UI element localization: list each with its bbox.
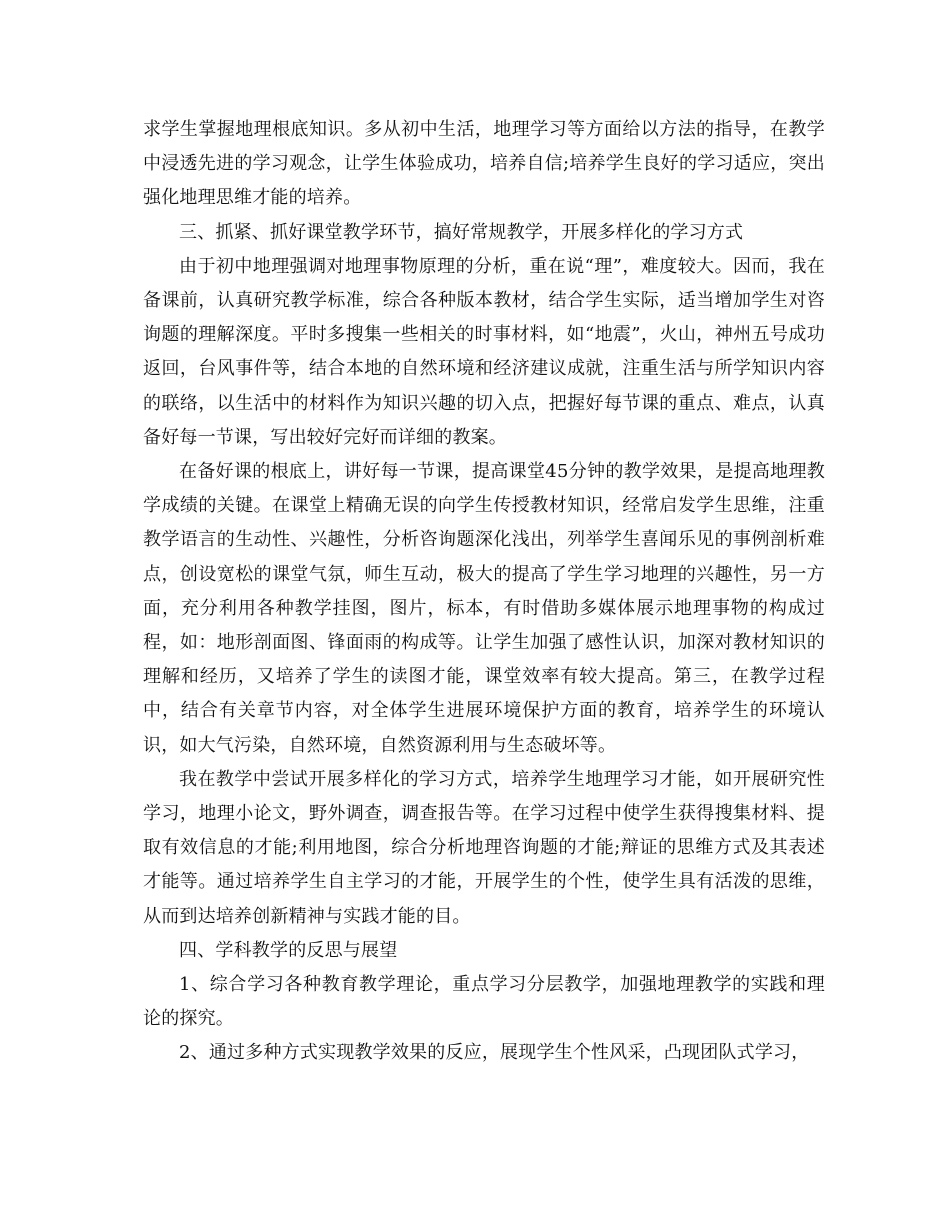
section-heading-4: 四、学科教学的反思与展望 — [179, 939, 398, 961]
document-body — [143, 113, 825, 1071]
list-item-1: 1、综合学习各种教育教学理论，重点学习分层教学，加强地理教学的实践和理论的探究。 — [143, 974, 825, 1030]
list-item-2: 2、通过多种方式实现教学效果的反应，展现学生个性风采，凸现团队式学习， — [179, 1042, 810, 1064]
section-heading-3: 三、抓紧、抓好课堂教学环节，搞好常规教学，开展多样化的学习方式 — [179, 221, 744, 243]
paragraph-continuation: 求学生掌握地理根底知识。多从初中生活，地理学习等方面给以方法的指导，在教学中浸透先进的学习观念，让学生体验成功，培养自信;培养学生良好的学习适应，突出强化地理思维才能的培养。 — [143, 119, 825, 209]
paragraph-learning-methods: 我在教学中尝试开展多样化的学习方式，培养学生地理学习才能，如开展研究性学习，地理小论文，野外调查，调查报告等。在学习过程中使学生获得搜集材料、提取有效信息的才能;利用地图，综合分析地理咨询题的才能;辩证的思维方式及其表述才能等。通过培养学生自主学习的才能，开展学生的个性，使学生具有活泼的思维，从而到达培养创新精神与实践才能的目。 — [143, 768, 825, 927]
paragraph-lesson-preparation: 由于初中地理强调对地理事物原理的分析，重在说“理”，难度较大。因而，我在备课前，认真研究教学标准，综合各种版本教材，结合学生实际，适当增加学生对咨询题的理解深度。平时多搜集一些相关的时事材料，如“地震”，火山，神州五号成功返回，台风事件等，结合本地的自然环境和经济建议成就，注重生活与所学知识内容的联络，以生活中的材料作为知识兴趣的切入点，把握好每节课的重点、难点，认真备好每一节课，写出较好完好而详细的教案。 — [143, 255, 825, 448]
paragraph-classroom-teaching: 在备好课的根底上，讲好每一节课，提高课堂45分钟的教学效果，是提高地理教学成绩的关键。在课堂上精确无误的向学生传授教材知识，经常启发学生思维，注重教学语言的生动性、兴趣性，分析咨询题深化浅出，列举学生喜闻乐见的事例剖析难点，创设宽松的课堂气氛，师生互动，极大的提高了学生学习地理的兴趣性，另一方面，充分利用各种教学挂图，图片，标本，有时借助多媒体展示地理事物的构成过程，如：地形剖面图、锋面雨的构成等。让学生加强了感性认识，加深对教材知识的理解和经历，又培养了学生的读图才能，课堂效率有较大提高。第三，在教学过程中，结合有关章节内容，对全体学生进展环境保护方面的教育，培养学生的环境认识，如大气污染，自然环境，自然资源利用与生态破坏等。 — [143, 461, 825, 756]
